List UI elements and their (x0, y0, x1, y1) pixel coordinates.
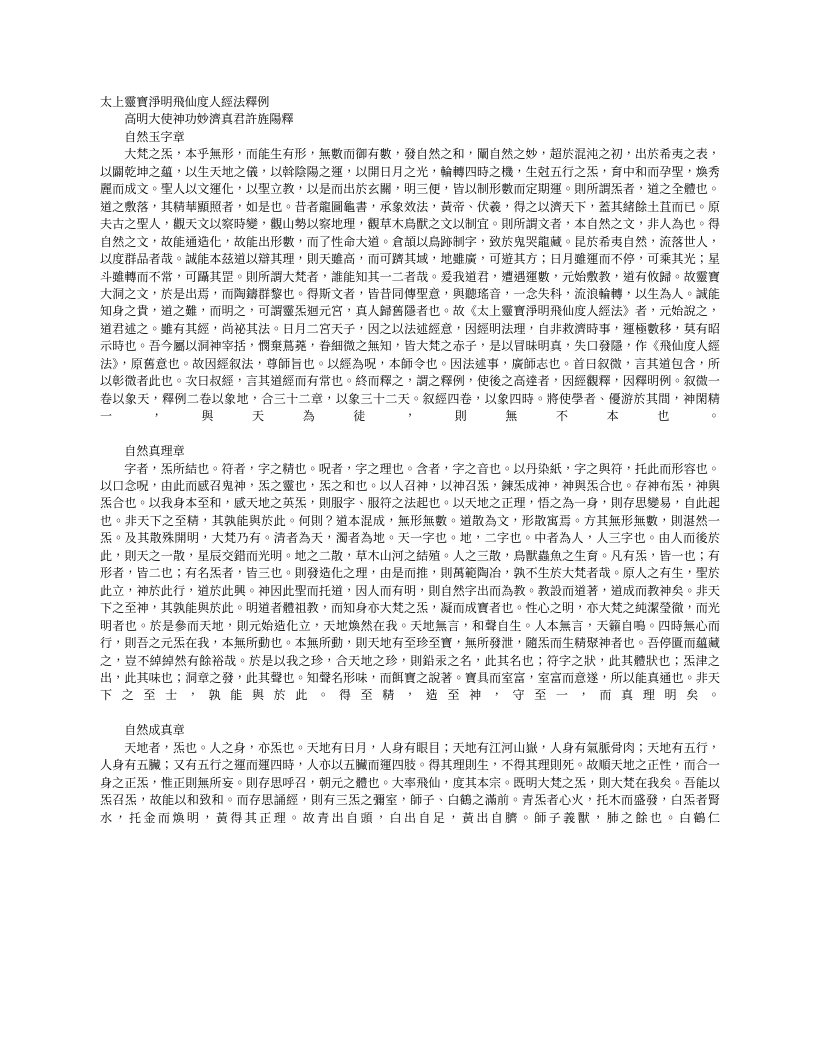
section-paragraph-1-1: 大梵之炁，本乎無形，而能生有形，無數而御有數，發自然之和，闡自然之妙，超於混沌之初，出於希夷之表，以闢乾坤之蘊，以生天地之儀，以斡陰陽之運，以開日月之光，輪轉四時之機，生尅五行之炁，育中和而孕聖，煥秀麗而成文。聖人以文運化，以聖立教，以是而出於玄關，明三便，皆以制形數而定期運。則所謂炁者，道之全體也。道之敷落，其精華顯照者，如是也。昔者龍圖龜書，承象效法，黃帝、伏羲，得之以濟天下，蓋其緒餘土苴而已。原夫古之聖人，觀天文以察時變，觀山勢以察地理，觀草木鳥獸之文以制宜。則所謂文者，本自然之文，非人為也。得自然之文，故能通造化，故能出形數，而了性命大道。倉頡以鳥跡制字，致於鬼哭龍藏。昆於希夷自然，流落世人，以度群品者哉。誠能本茲道以辯其理，則天雖高，而可躋其域，地雖廣，可遊其方；日月雖運而不停，可乘其光；星斗雖轉而不常，可躡其罡。則所謂大梵者，誰能知其一二者哉。爰我道君，遭遇運數，元始敷教，道有攸歸。故靈寶大洞之文，於是出焉，而陶鑄群黎也。得斯文者，皆昔同傳聖意，與聽瑤音，一念失科，流浪輪轉，以生為人。誠能知身之貴，道之難，而明之，可謂靈炁迴元宮，真人歸舊隱者也。故《太上靈寶淨明飛仙度人經法》者，元始說之，道君述之。雖有其經，尚袐其法。日月二宮天子，因之以法述經意，因經明法理，自非救濟時事，運極數移，莫有昭示時也。吾今屬以洞神宰括，憫棄蔦蕘，眷細微之無知，皆大梵之赤子，是以冒昧明真，失口發隱，作《飛仙度人經法》，原舊意也。故因經叙法，尊師旨也。以經為呪，本師令也。因法述事，廣師志也。首曰叙微，言其道包含，所以彰微者此也。次曰叔經，言其道經而有常也。終而釋之，謂之釋例，使後之高達者，因經觀釋，因釋明例。叙微一卷以象天，釋例二卷以象地，合三十二章，以象三十二天。叙經四卷，以象四時。將使學者、優游於其間，神閑精一，與天為徒，則無不本也。 (100, 147, 720, 424)
section-paragraph-2-1: 字者，炁所結也。符者，字之精也。呪者，字之理也。含者，字之音也。以丹染紙，字之與符，托此而形容也。以口念呪，由此而感召鬼神，炁之靈也，炁之和也。以人召神，以神召炁，鍊炁成神，神與炁合也。存神布炁，神與炁合也。以我身本至和，感天地之英炁，則服字、服符之法起也。以天地之正理，悟之為一身，則存思變易，自此起也。非天下之至精，其孰能與於此。何則？道本混成，無形無數。道散為文，形散寓焉。方其無形無數，則湛然一炁。及其散殊開明，大梵乃有。清者為天，濁者為地。天一字也。地，二字也。中者為人，人三字也。由人而後於此，則天之一散，星辰交錯而光明。地之二散，草木山河之結殖。人之三散，鳥獸蟲魚之生育。凡有炁，皆一也；有形者，皆二也；有名炁者，皆三也。則發造化之理，由是而推，則萬範陶冶，孰不生於大梵者哉。原人之有生，聖於此立，神於此行，道於此興。神因此聖而托道，因人而有明，則自然字出而為教。教設而道著，道成而教神矣。非天下之至神，其孰能與於此。明道者體祖教，而知身亦大梵之炁，凝而成寶者也。性心之明，亦大梵之純潔瑩徹，而光明者也。於是參而天地，則元始造化立，天地煥然在我。天地無言，和聲自生。人本無言，天籟自鳴。四時無心而行，則吾之元炁在我，本無所動也。本無所動，則天地有至珍至寶，無所發泄，隨炁而生精聚神者也。吾停匱而蘊藏之，豈不綽綽然有餘裕哉。於是以我之珍，合天地之珍，則鉛汞之名，此其名也；符字之狀，此其體狀也；炁津之出，此其味也；洞章之發，此其聲也。知聲名形味，而餌寶之說著。寶具而室富，室富而意遂，所以能真通也。非天下之至士，孰能與於此。得至精，造至神，守至一，而真理明矣。 (100, 461, 720, 703)
section-heading-3: 自然成真章 (124, 723, 185, 738)
document-title: 太上靈寶淨明飛仙度人經法釋例 (100, 95, 270, 109)
section-heading-1: 自然玉字章 (124, 129, 185, 144)
section-heading-2: 自然真理章 (124, 444, 185, 459)
document-body (100, 94, 720, 844)
section-paragraph-3-1: 天地者，炁也。人之身，亦炁也。天地有日月，人身有眼目；天地有江河山嶽，人身有氣脈骨肉；天地有五行，人身有五臟；又有五行之運而運四時，人亦以五臟而運四肢。得其理則生，不得其理則死。故順天地之正性，而合一身之正炁，惟正則無所妄。則存思呼召，朝元之體也。大率飛仙，度其本宗。既明大梵之炁，則大梵在我矣。吾能以炁召炁，故能以和致和。而存思誦經，則有三炁之彌室，師子、白鶴之滿前。青炁者心火，托木而盛發，白炁者腎水，托金而煥明，黃得其正理。故青出自頭，白出自足，黃出自臍。師子義獸，肺之餘也。白鶴仁 (100, 740, 720, 825)
document-attribution: 高明大使神功妙濟真君許旌陽釋 (124, 112, 294, 127)
